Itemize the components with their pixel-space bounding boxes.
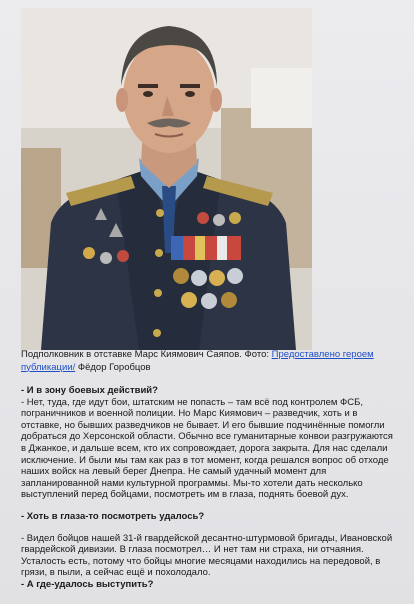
caption-source-link[interactable]: Предоставлено героем — [271, 349, 374, 360]
question-heading: - Хоть в глаза-то посмотреть удалось? — [21, 510, 205, 522]
photo-caption — [21, 349, 393, 374]
question-heading: - И в зону боевых действий? — [21, 385, 158, 396]
caption-author: Фёдор Горобцов — [75, 361, 151, 373]
caption-text: Подполковник в отставке Марс Киямович Саяпов. Фото: — [21, 349, 272, 360]
answer-paragraph: - Видел бойцов нашей 31-й гвардейской десантно-штурмовой бригады, Ивановской гвардейской дивизии. В глаза посмотрел… И нет там ни страха, ни отчаяния. Усталость есть, потому что бойцы многие месяцами находились на передовой, в грязи, в пыли, а сейчас ещё и похолодало. — [21, 532, 393, 579]
question-heading: - А где-удалось выступить? — [21, 578, 154, 590]
officer-portrait-image — [21, 8, 312, 350]
article-photo — [21, 8, 312, 350]
answer-paragraph: - Нет, туда, где идут бои, штатским не попасть – там всё под контролем ФСБ, пограничников и военной полиции. Но Марс Киямович – разведчик, хоть и в отставке, но бывших разведчиков не бывает. И его бывшие подчинённые помогли добраться до Херсонской области. Обычно все гуманитарные конвои разгружаются в Джанкое, и дальше всем, кто их сопровождает, дорога закрыта. Для нас сделали исключение. И были мы там как раз в тот момент, когда решался вопрос об отходе наших войск на левый берег Днепра. Не самый удачный момент для запланированной нами культурной программы. Мы-то хотели дать несколько выступлений перед бойцами, посмотреть им в глаза, поднять боевой дух. — [21, 396, 393, 501]
caption-source-link-continuation[interactable]: публикации/ — [21, 361, 76, 373]
article-body — [21, 385, 393, 591]
